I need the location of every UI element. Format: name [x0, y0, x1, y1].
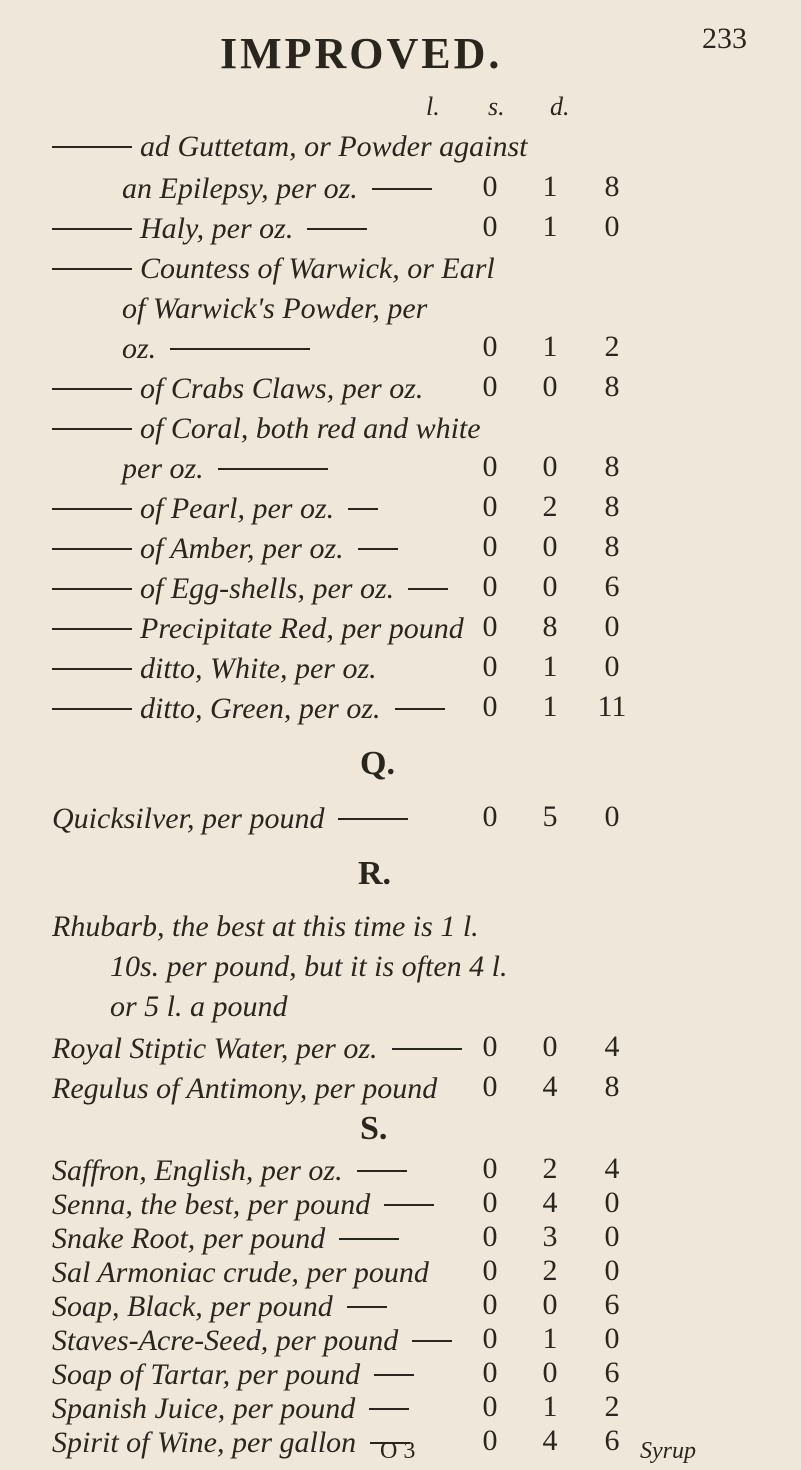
list-item: ad Guttetam, or Powder against	[52, 128, 770, 168]
running-head: IMPROVED.	[220, 29, 503, 78]
catchword: Syrup	[640, 1438, 696, 1464]
list-item: ditto, Green, per oz. 0 1 11	[52, 690, 770, 730]
list-item: Countess of Warwick, or Earl	[52, 250, 770, 290]
list-item: Spanish Juice, per pound 0 1 2	[52, 1390, 620, 1426]
list-item: of Warwick's Powder, per	[122, 292, 428, 326]
list-item: oz. 0 1 2	[122, 330, 620, 366]
column-head-pence: d.	[550, 92, 570, 121]
list-item: Staves-Acre-Seed, per pound 0 1 0	[52, 1322, 620, 1358]
list-item: of Egg-shells, per oz. 0 0 6	[52, 570, 770, 610]
paragraph-line: 10s. per pound, but it is often 4 l.	[110, 950, 508, 983]
list-item: Regulus of Antimony, per pound 0 4 8	[52, 1070, 620, 1106]
section-letter-q: Q.	[360, 745, 395, 782]
list-item: of Pearl, per oz. 0 2 8	[52, 490, 770, 530]
list-item: Haly, per oz. 0 1 0	[52, 210, 770, 250]
dash-rule	[52, 146, 132, 148]
list-item: an Epilepsy, per oz. 0 1 8	[122, 170, 620, 206]
list-item: Royal Stiptic Water, per oz. 0 0 4	[52, 1030, 620, 1066]
list-item: Snake Root, per pound 0 3 0	[52, 1220, 620, 1256]
paragraph-line: or 5 l. a pound	[110, 990, 288, 1023]
page-number: 233	[702, 22, 747, 55]
section-letter-r: R.	[358, 855, 392, 892]
list-item: Soap of Tartar, per pound 0 0 6	[52, 1356, 620, 1392]
list-item: Soap, Black, per pound 0 0 6	[52, 1288, 620, 1324]
list-item: of Crabs Claws, per oz. 0 0 8	[52, 370, 770, 410]
list-item: Senna, the best, per pound 0 4 0	[52, 1186, 620, 1222]
column-head-shillings: s.	[488, 92, 505, 121]
column-head-pounds: l.	[426, 92, 440, 121]
list-item: Precipitate Red, per pound 0 8 0	[52, 610, 770, 650]
signature-mark: O 3	[380, 1438, 416, 1464]
list-item: Quicksilver, per pound 0 5 0	[52, 800, 620, 836]
list-item: Spirit of Wine, per gallon 0 4 6	[52, 1424, 620, 1460]
list-item: of Amber, per oz. 0 0 8	[52, 530, 770, 570]
list-item: of Coral, both red and white	[52, 410, 770, 450]
list-item: Saffron, English, per oz. 0 2 4	[52, 1152, 620, 1188]
list-item: ditto, White, per oz. 0 1 0	[52, 650, 770, 690]
list-item: Sal Armoniac crude, per pound 0 2 0	[52, 1254, 620, 1290]
section-letter-s: S.	[360, 1110, 388, 1147]
list-item: per oz. 0 0 8	[122, 450, 620, 486]
paragraph-line: Rhubarb, the best at this time is 1 l.	[52, 910, 479, 943]
